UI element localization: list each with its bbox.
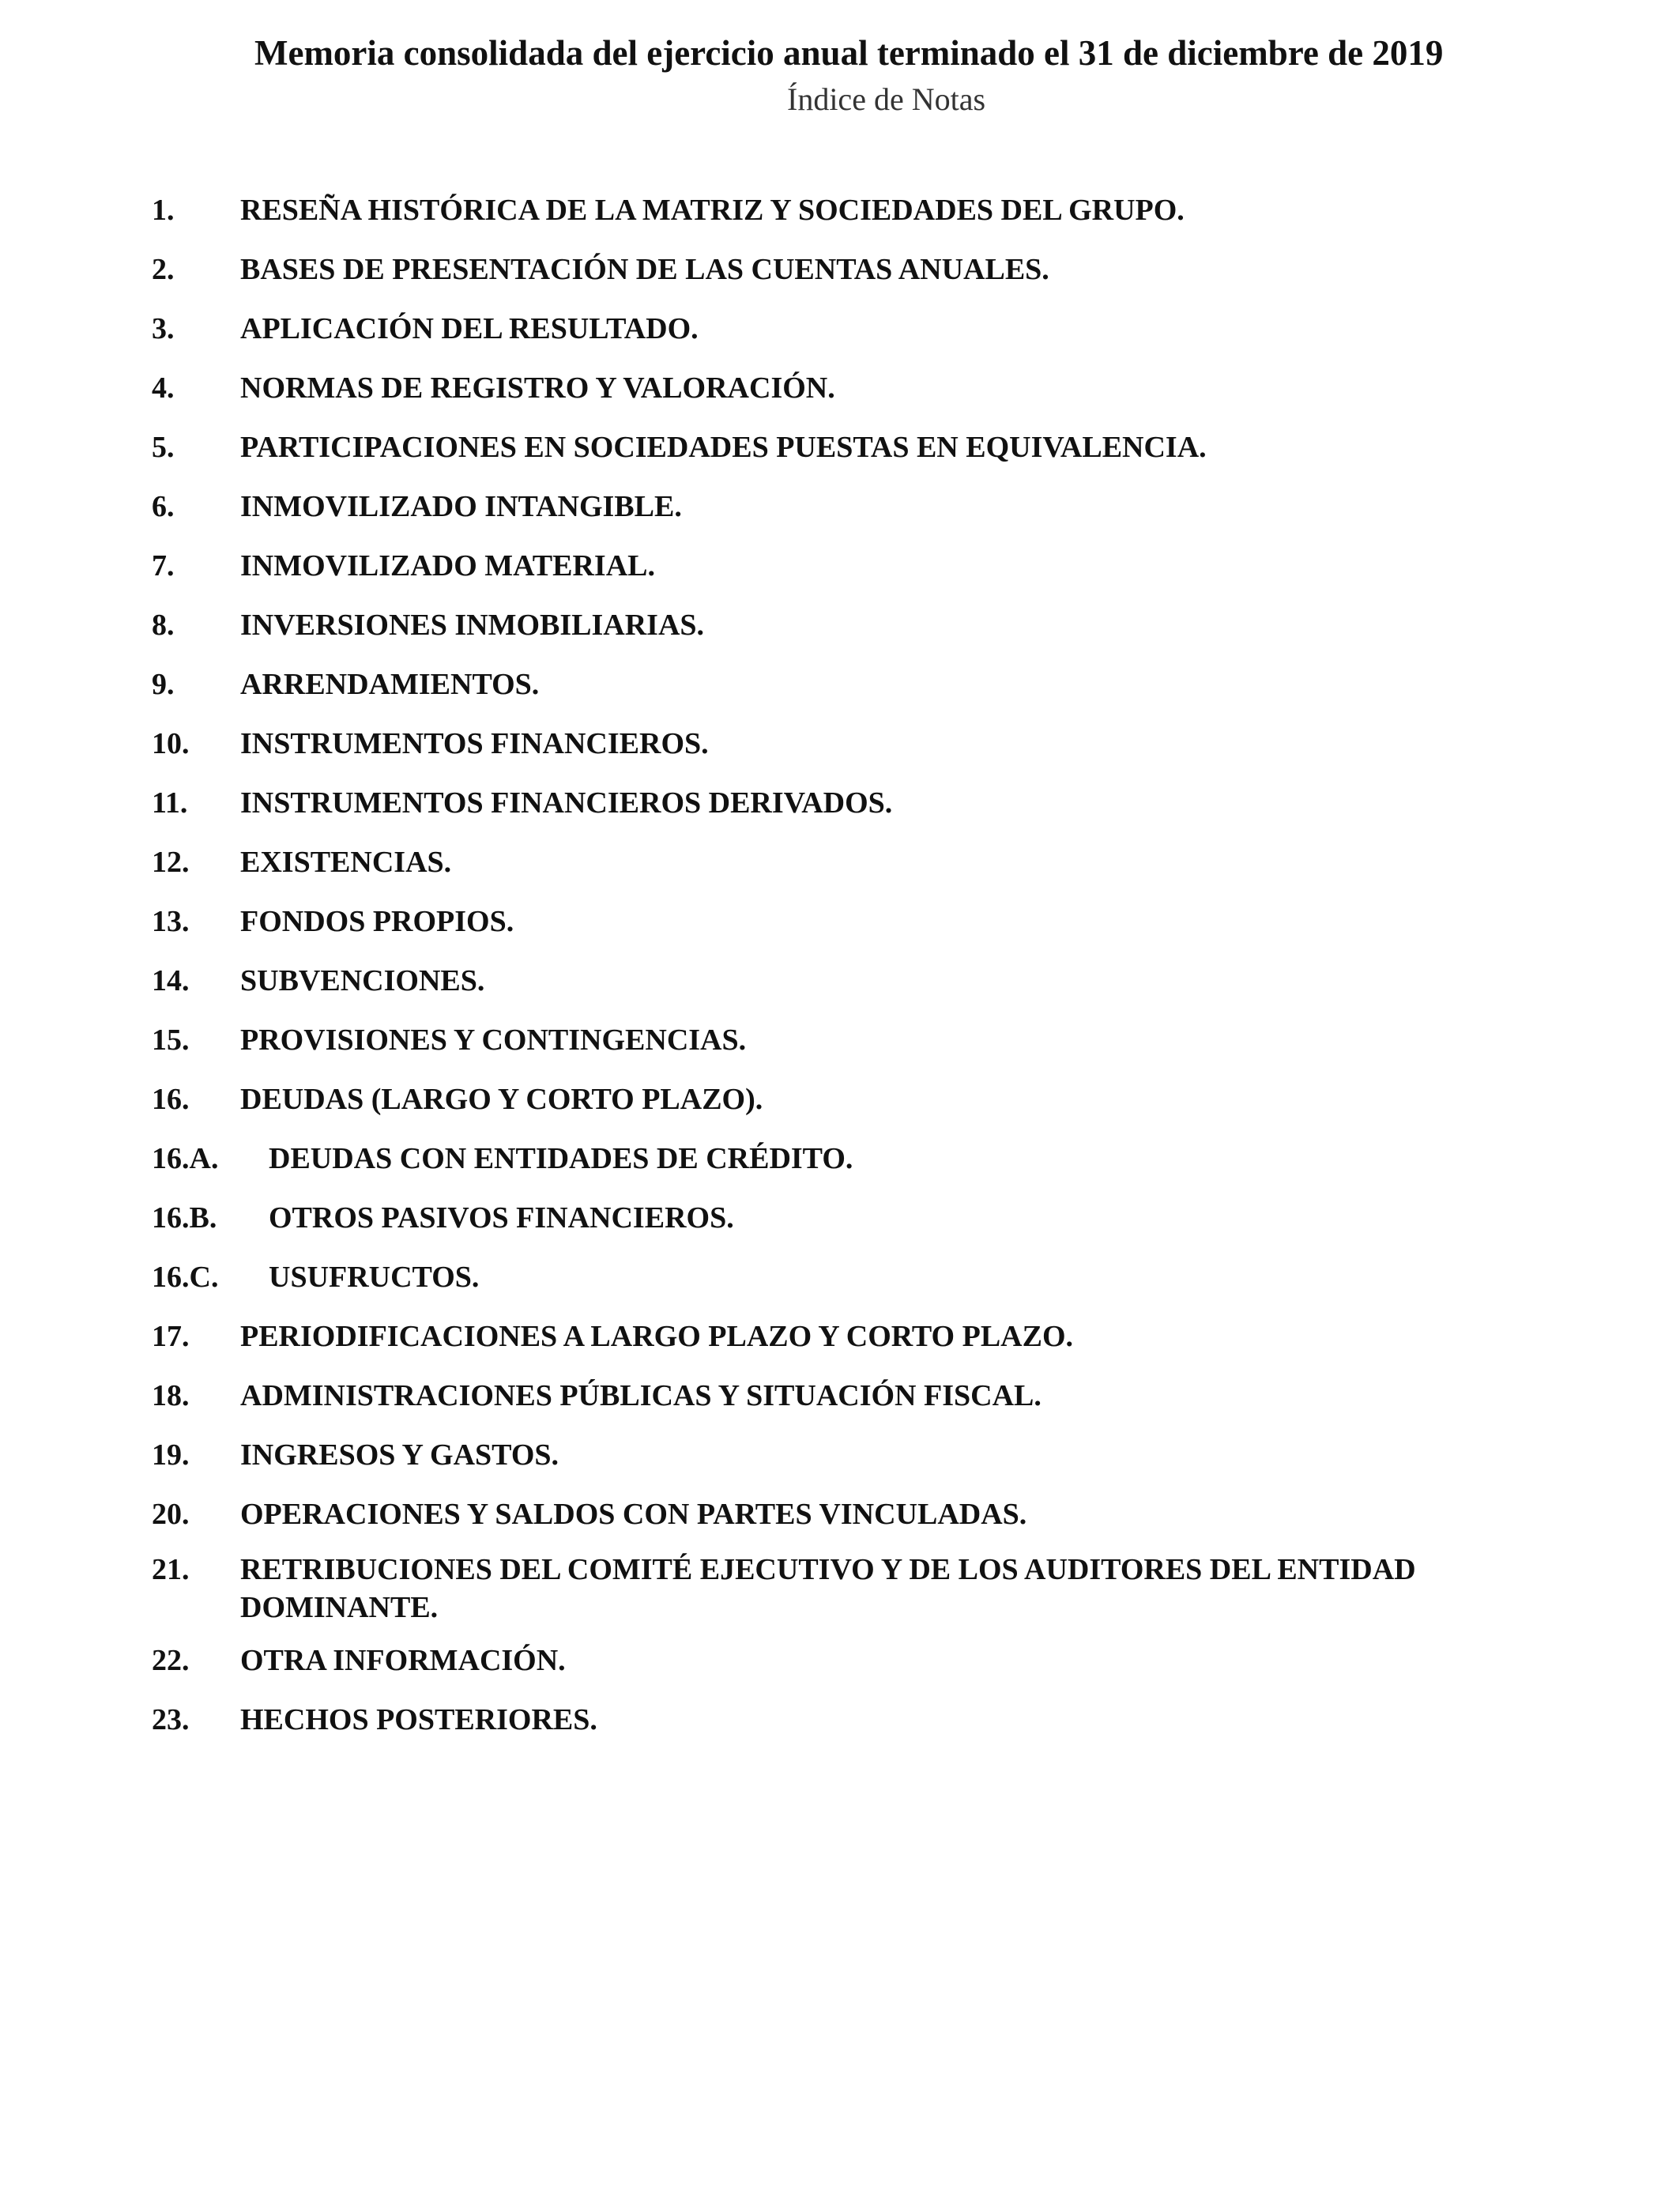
toc-item [0, 962, 1680, 1009]
toc-item [0, 903, 1680, 950]
toc-item [0, 606, 1680, 654]
toc-item-number: 20. [152, 1498, 190, 1531]
toc-item [0, 784, 1680, 831]
toc-item-number: 21. [152, 1553, 190, 1586]
toc-item-text: PARTICIPACIONES EN SOCIEDADES PUESTAS EN EQUIVALENCIA. [240, 431, 1207, 464]
toc-item-number: 19. [152, 1438, 190, 1472]
toc-item [0, 1436, 1680, 1483]
toc-item [0, 1551, 1680, 1630]
toc-item-number: 8. [152, 609, 175, 642]
toc-subitem [0, 1199, 1680, 1246]
toc-item [0, 547, 1680, 594]
toc-item-text: FONDOS PROPIOS. [240, 905, 514, 938]
toc-item-text: INMOVILIZADO MATERIAL. [240, 549, 656, 582]
toc-item-text: ADMINISTRACIONES PÚBLICAS Y SITUACIÓN FISCAL. [240, 1379, 1042, 1412]
document-subtitle: Índice de Notas [787, 81, 986, 117]
toc-item-text: ARRENDAMIENTOS. [240, 668, 540, 701]
toc-item-number: 2. [152, 253, 175, 286]
document-title: Memoria consolidada del ejercicio anual terminado el 31 de diciembre de 2019 [254, 33, 1444, 73]
toc-item-number: 15. [152, 1023, 190, 1057]
toc-item-text: RETRIBUCIONES DEL COMITÉ EJECUTIVO Y DE LOS AUDITORES DEL ENTIDAD DOMINANTE. [240, 1553, 1416, 1624]
toc-item-number: 16. [152, 1083, 190, 1116]
toc-item-number: 16.C. [152, 1261, 219, 1294]
toc-item [0, 310, 1680, 357]
toc-item-number: 9. [152, 668, 175, 701]
toc-item [0, 1701, 1680, 1748]
toc-item-number: 17. [152, 1320, 190, 1353]
toc-item-text: OTRA INFORMACIÓN. [240, 1644, 566, 1677]
toc-item-text: PROVISIONES Y CONTINGENCIAS. [240, 1023, 747, 1057]
toc-item-number: 5. [152, 431, 175, 464]
toc-item-text: NORMAS DE REGISTRO Y VALORACIÓN. [240, 371, 835, 405]
toc-item-text: INSTRUMENTOS FINANCIEROS DERIVADOS. [240, 786, 893, 820]
toc-item-text: DEUDAS CON ENTIDADES DE CRÉDITO. [269, 1142, 853, 1175]
toc-item-text: DEUDAS (LARGO Y CORTO PLAZO). [240, 1083, 763, 1116]
toc-item-number: 6. [152, 490, 175, 523]
toc-item [0, 251, 1680, 298]
toc-item-number: 22. [152, 1644, 190, 1677]
toc-item [0, 1495, 1680, 1543]
toc-item-text: HECHOS POSTERIORES. [240, 1703, 597, 1736]
toc-item-number: 10. [152, 727, 190, 760]
toc-item-number: 12. [152, 846, 190, 879]
toc-item-text: OTROS PASIVOS FINANCIEROS. [269, 1201, 734, 1235]
toc-item-number: 16.A. [152, 1142, 219, 1175]
toc-item [0, 488, 1680, 535]
toc-item [0, 1080, 1680, 1128]
toc-item-text: BASES DE PRESENTACIÓN DE LAS CUENTAS ANUALES. [240, 253, 1049, 286]
toc-item-text: INVERSIONES INMOBILIARIAS. [240, 609, 705, 642]
toc-item [0, 1642, 1680, 1689]
toc-item-text: INGRESOS Y GASTOS. [240, 1438, 559, 1472]
toc-item-number: 16.B. [152, 1201, 217, 1235]
toc-item [0, 428, 1680, 476]
toc-item [0, 369, 1680, 417]
toc-item [0, 843, 1680, 891]
toc-item [0, 191, 1680, 239]
toc-item-text: PERIODIFICACIONES A LARGO PLAZO Y CORTO PLAZO. [240, 1320, 1074, 1353]
toc-item-text: EXISTENCIAS. [240, 846, 452, 879]
toc-item-text: USUFRUCTOS. [269, 1261, 480, 1294]
toc-item-number: 1. [152, 194, 175, 227]
toc-item-number: 7. [152, 549, 175, 582]
toc-subitem [0, 1258, 1680, 1306]
toc-item [0, 665, 1680, 713]
toc-item-text: SUBVENCIONES. [240, 964, 485, 997]
toc-item [0, 1318, 1680, 1365]
toc-item-number: 23. [152, 1703, 190, 1736]
toc-subitem [0, 1140, 1680, 1187]
toc-item-text: APLICACIÓN DEL RESULTADO. [240, 312, 699, 345]
toc-item-text: INSTRUMENTOS FINANCIEROS. [240, 727, 709, 760]
toc-item-number: 11. [152, 786, 188, 820]
toc-item-number: 13. [152, 905, 190, 938]
toc-item-number: 4. [152, 371, 175, 405]
toc-item-text: OPERACIONES Y SALDOS CON PARTES VINCULADAS. [240, 1498, 1027, 1531]
toc-item-text: INMOVILIZADO INTANGIBLE. [240, 490, 682, 523]
toc-item [0, 1377, 1680, 1424]
toc-item-number: 14. [152, 964, 190, 997]
toc-item [0, 1021, 1680, 1069]
toc-item-number: 3. [152, 312, 175, 345]
toc-item [0, 725, 1680, 772]
toc-item-number: 18. [152, 1379, 190, 1412]
toc-item-text: RESEÑA HISTÓRICA DE LA MATRIZ Y SOCIEDADES DEL GRUPO. [240, 194, 1185, 227]
